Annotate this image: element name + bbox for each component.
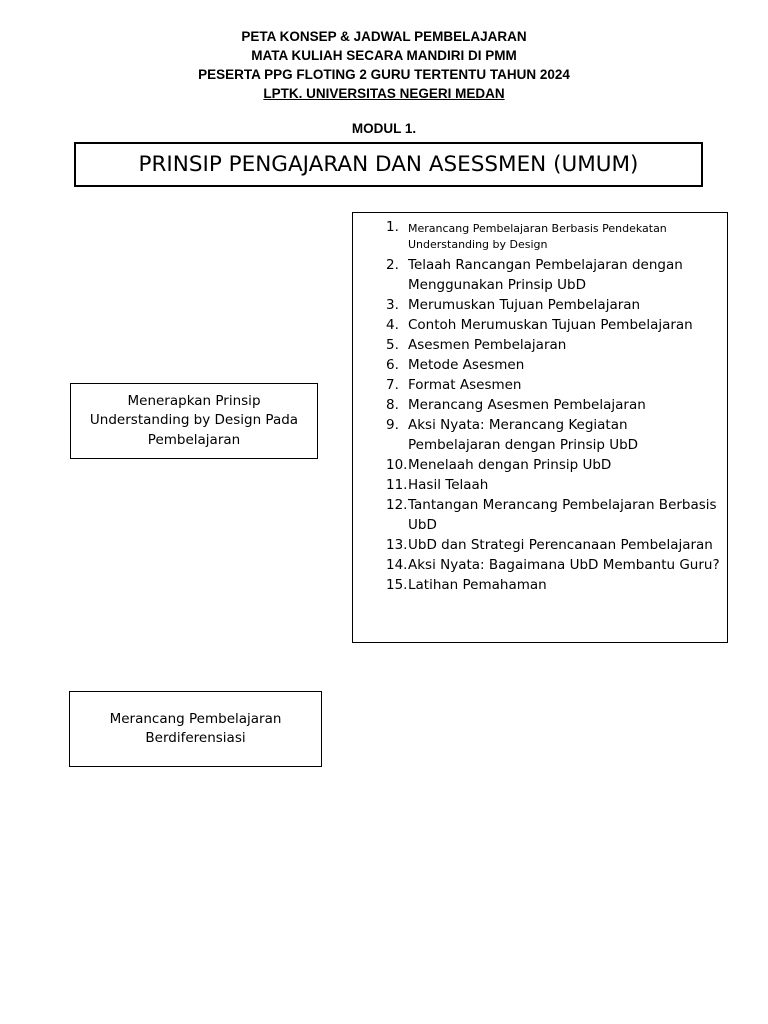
module-title-box xyxy=(74,142,703,187)
concept-box-line: Pembelajaran xyxy=(147,431,241,448)
concept-box-line: Merancang Pembelajaran xyxy=(109,710,282,727)
list-item-text: Merumuskan Tujuan Pembelajaran xyxy=(408,297,641,313)
topic-list xyxy=(353,213,727,595)
list-item xyxy=(353,335,727,355)
list-item xyxy=(353,575,727,595)
list-item xyxy=(353,395,727,415)
list-item-number: 7. xyxy=(386,377,399,393)
concept-box-line: Understanding by Design Pada xyxy=(89,412,299,429)
list-item-number: 9. xyxy=(386,417,399,433)
concept-box-ubd-text xyxy=(90,392,298,451)
header-line-4: LPTK. UNIVERSITAS NEGERI MEDAN xyxy=(263,86,505,101)
list-item-number: 13. xyxy=(386,537,408,553)
list-item-text: Aksi Nyata: Merancang Kegiatan Pembelajaran dengan Prinsip UbD xyxy=(408,417,639,453)
list-item-text: Menelaah dengan Prinsip UbD xyxy=(408,457,612,473)
list-item-number: 5. xyxy=(386,337,399,353)
list-item xyxy=(353,355,727,375)
header-line-2: MATA KULIAH SECARA MANDIRI DI PMM xyxy=(251,48,517,63)
list-item-number: 6. xyxy=(386,357,399,373)
list-item-number: 4. xyxy=(386,317,399,333)
list-item-text: Aksi Nyata: Bagaimana UbD Membantu Guru? xyxy=(408,557,720,573)
list-item xyxy=(353,375,727,395)
concept-box-differentiated xyxy=(69,691,322,767)
list-item-text: Asesmen Pembelajaran xyxy=(408,337,567,353)
list-item-number: 2. xyxy=(386,257,399,273)
list-item-text: Hasil Telaah xyxy=(408,477,489,493)
topic-list-box xyxy=(352,212,728,643)
list-item-text: Telaah Rancangan Pembelajaran dengan Menggunakan Prinsip UbD xyxy=(408,257,683,293)
concept-box-differentiated-text xyxy=(110,710,282,749)
header-line-3: PESERTA PPG FLOTING 2 GURU TERTENTU TAHUN 2024 xyxy=(198,67,570,82)
list-item-text: Latihan Pemahaman xyxy=(408,577,547,593)
list-item-text: Merancang Asesmen Pembelajaran xyxy=(408,397,646,413)
list-item-text: Contoh Merumuskan Tujuan Pembelajaran xyxy=(408,317,693,333)
list-item-number: 15. xyxy=(386,577,408,593)
list-item xyxy=(353,475,727,495)
list-item xyxy=(353,221,727,255)
concept-box-line: Berdiferensiasi xyxy=(145,730,246,746)
list-item xyxy=(353,535,727,555)
list-item-number: 10. xyxy=(386,457,408,473)
list-item xyxy=(353,555,727,575)
list-item-text: Tantangan Merancang Pembelajaran Berbasis UbD xyxy=(408,497,717,533)
list-item xyxy=(353,455,727,475)
concept-box-line: Menerapkan Prinsip xyxy=(127,392,261,409)
list-item-number: 3. xyxy=(386,297,399,313)
list-item-text: Merancang Pembelajaran Berbasis Pendekatan Understanding by Design xyxy=(408,222,667,251)
header-line-1: PETA KONSEP & JADWAL PEMBELAJARAN xyxy=(241,29,527,44)
list-item xyxy=(353,415,727,455)
list-item xyxy=(353,295,727,315)
list-item-text: UbD dan Strategi Perencanaan Pembelajaran xyxy=(408,537,713,553)
list-item-text: Metode Asesmen xyxy=(408,357,525,373)
list-item-number: 14. xyxy=(386,557,408,573)
list-item xyxy=(353,495,727,535)
list-item xyxy=(353,315,727,335)
list-item-number: 12. xyxy=(386,497,408,513)
module-label: MODUL 1. xyxy=(351,121,417,136)
list-item-number: 11. xyxy=(386,477,408,493)
list-item-number: 1. xyxy=(386,219,399,235)
concept-box-ubd xyxy=(70,383,318,459)
list-item-text: Format Asesmen xyxy=(408,377,522,393)
module-title: PRINSIP PENGAJARAN DAN ASESSMEN (UMUM) xyxy=(138,152,639,177)
list-item-number: 8. xyxy=(386,397,399,413)
list-item xyxy=(353,255,727,295)
